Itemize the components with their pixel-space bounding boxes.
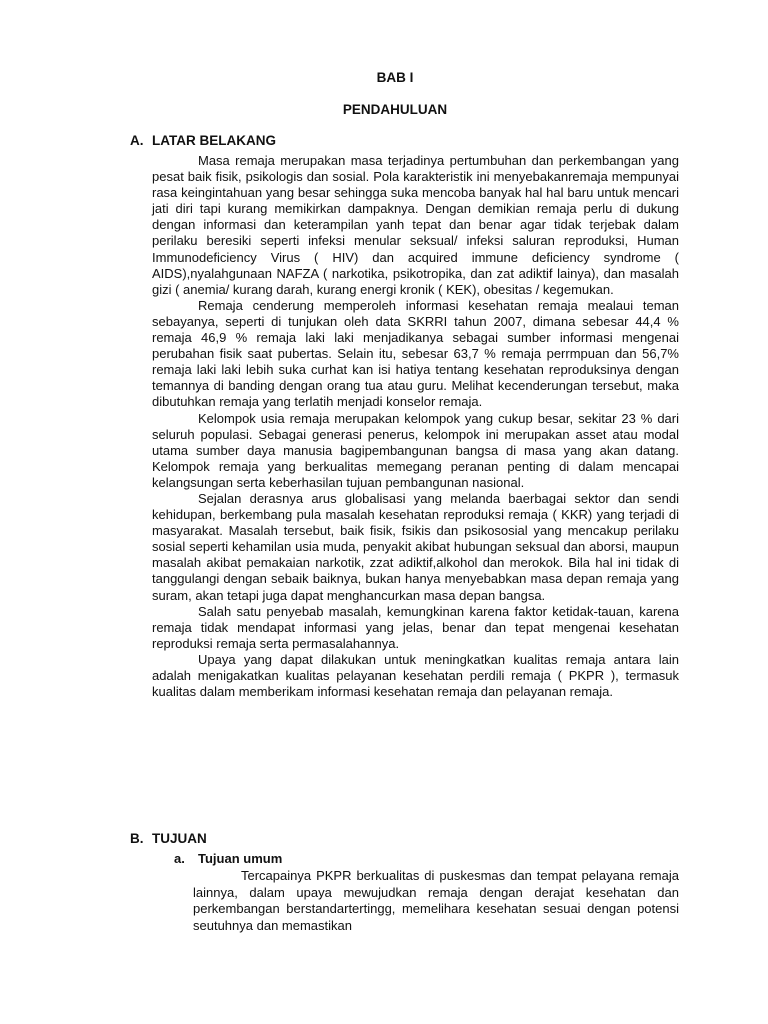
paragraph: Kelompok usia remaja merupakan kelompok yang cukup besar, sekitar 23 % dari seluruh populasi. Sebagai generasi penerus, kelompok ini merupakan asset atau modal utama sumber daya manusia bagipembangunan bangsa di masa yang akan datang. Kelompok remaja yang berkualitas memegang peranan penting di dalam mencapai kelangsungan serta keberhasilan tujuan pembangunan nasional. [152,410,679,490]
chapter-number: BAB I [376,70,414,85]
section-a-letter: A. [130,133,144,148]
chapter-title: PENDAHULUAN [342,102,448,117]
subsection-letter: a. [174,851,185,866]
section-b-title: TUJUAN [152,831,207,846]
paragraph: Salah satu penyebab masalah, kemungkinan karena faktor ketidak-tauan, karena remaja tidak mendapat informasi yang jelas, benar dan tepat mengenai kesehatan reproduksi remaja serta permasalahannya. [152,603,679,651]
section-b-body [193,868,679,934]
paragraph: Remaja cenderung memperoleh informasi kesehatan remaja mealaui teman sebayanya, seperti di tunjukan oleh data SKRRI tahun 2007, dimana sebesar 44,4 % remaja 46,9 % remaja laki laki menjadikanya sebagai sumber informasi mengenai perubahan fisik saat pubertas. Selain itu, sebesar 63,7 % remaja perrmpuan dan 56,7% remaja laki laki lebih suka curhat kan isi hatiya tentang kesehatan reproduksinya dengan temannya di banding dengan orang tua atau guru. Melihat kecenderungan tersebut, maka dibutuhkan remaja yang terlatih menjadi konselor remaja. [152,297,679,410]
section-a-body [152,153,679,700]
paragraph: Masa remaja merupakan masa terjadinya pertumbuhan dan perkembangan yang pesat baik fisik, psikologis dan sosial. Pola karakteristik ini menyebakanremaja mempunyai rasa keingintahuan yang besar sehingga suka mencoba banyak hal hal baru untuk mencari jati diri tapi kurang memikirkan dampaknya. Dengan demikian remaja perlu di dukung dengan informasi dan keterampilan yanh tepat dan benar agar tidak terjebak dalam perilaku beresiki seperti infeksi menular seksual/ infeksi saluran reproduksi, Human Immunodeficiency Virus ( HIV) dan acquired immune deficiency syndrome ( AIDS),nyalahgunaan NAFZA ( narkotika, psikotropika, dan zat adiktif lainya), dan masalah gizi ( anemia/ kurang darah, kurang energi kronik ( KEK), obesitas / kegemukan. [152,153,679,297]
subsection-title: Tujuan umum [198,851,283,866]
paragraph: Sejalan derasnya arus globalisasi yang melanda baerbagai sektor dan sendi kehidupan, berkembang pula masalah kesehatan reproduksi remaja ( KKR) yang terjadi di masyarakat. Masalah tersebut, baik fisik, fsikis dan psikososial yang mencakup perilaku sosial seperti kehamilan usia muda, penyakit akibat hubungan seksual dan aborsi, maupun masalah akibat pemakaian narkotik, zzat adiktif,alkohol dan merokok. Bila hal ini tidak di tanggulangi dengan sebaik baiknya, bukan hanya menyebabkan masa depan remaja yang suram, akan tetapi juga dapat menghancurkan masa depan bangsa. [152,490,679,603]
section-b-heading [130,831,207,846]
section-a-title: LATAR BELAKANG [152,133,276,148]
section-a-heading [130,133,276,148]
section-b-letter: B. [130,831,144,846]
paragraph: Upaya yang dapat dilakukan untuk meningkatkan kualitas remaja antara lain adalah menigakatkan kualitas pelayanan kesehatan perdili remaja ( PKPR ), termasuk kualitas dalam memberikam informasi kesehatan remaja dan pelayanan remaja. [152,651,679,700]
subsection-heading [174,851,282,866]
paragraph: Tercapainya PKPR berkualitas di puskesmas dan tempat pelayana remaja lainnya, dalam upaya mewujudkan remaja dengan derajat kesehatan dan perkembangan berstandartertingg, memelihara kesehatan sesuai dengan potensi seutuhnya dan memastikan [193,868,679,933]
